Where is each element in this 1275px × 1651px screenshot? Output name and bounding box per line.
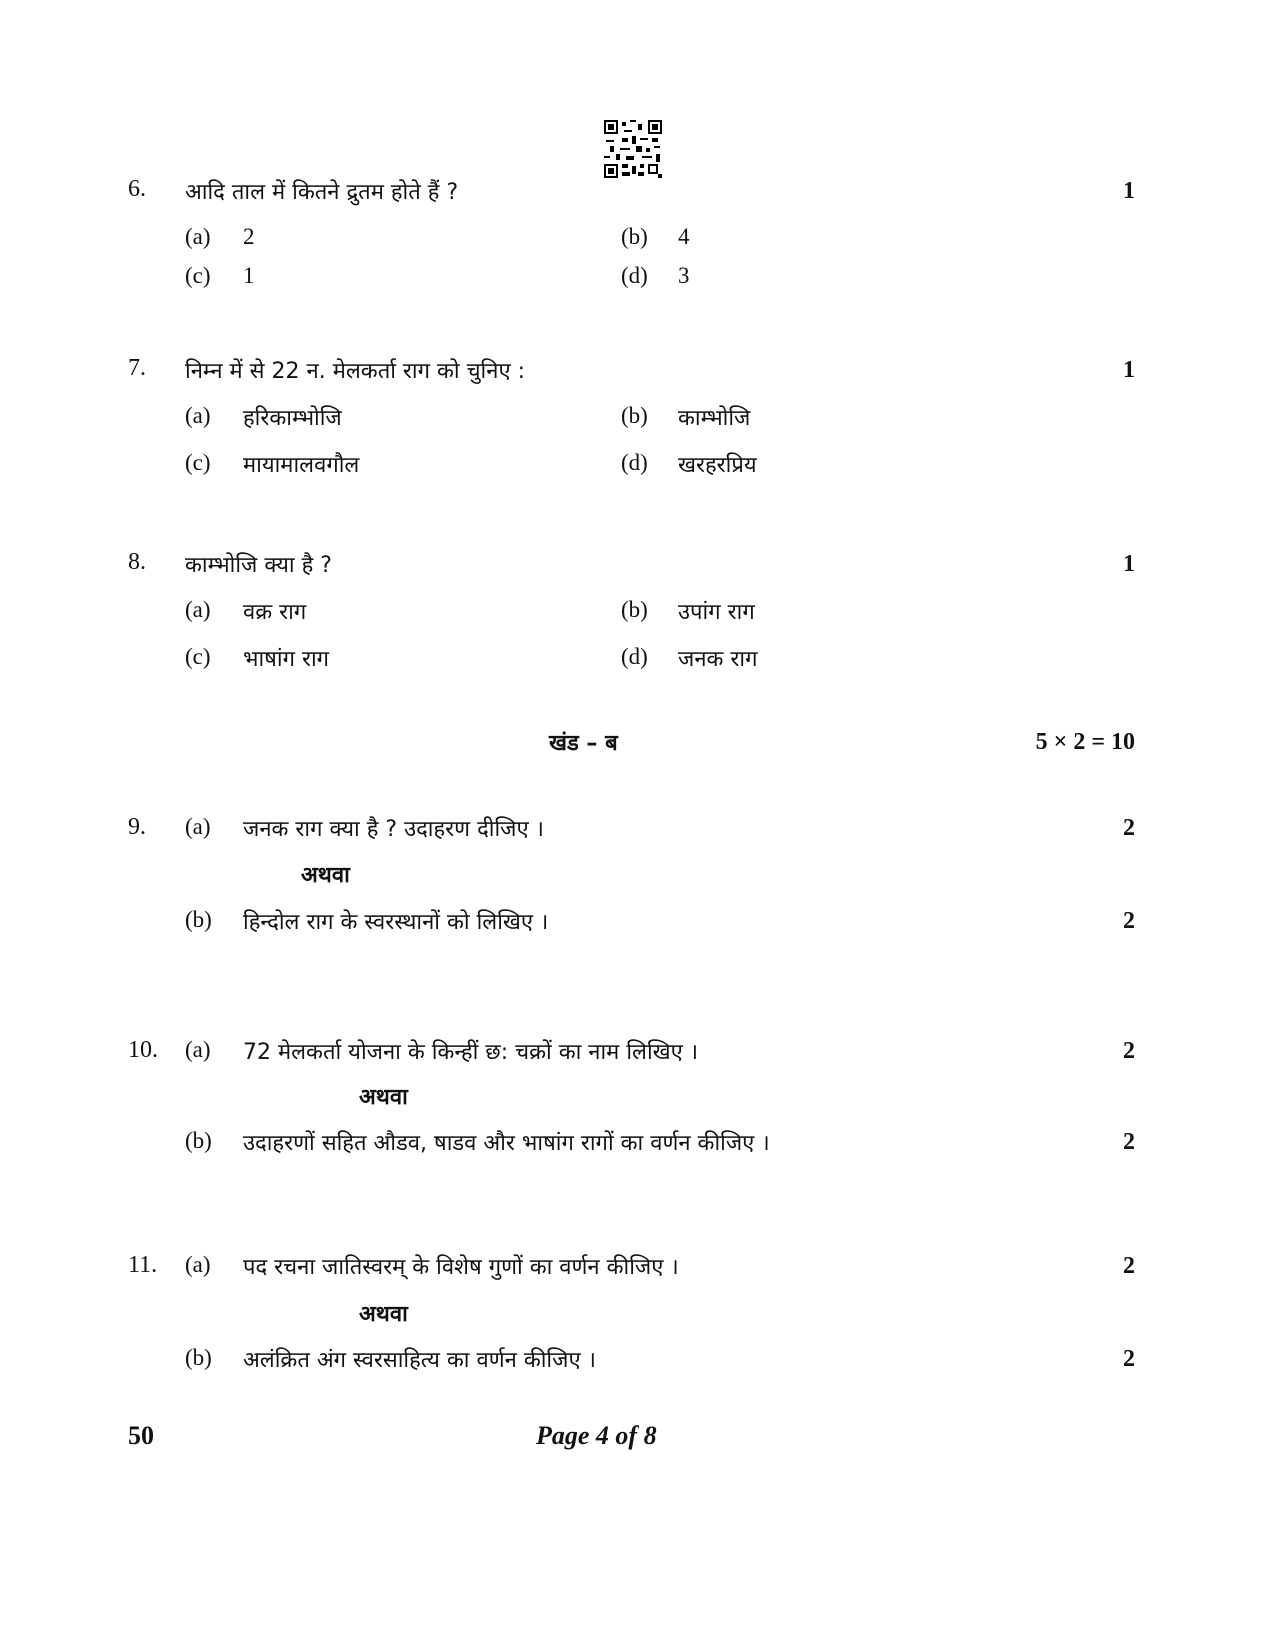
option-label: (b) bbox=[621, 403, 648, 428]
option-text: 2 bbox=[243, 224, 255, 249]
option-text: उपांग राग bbox=[678, 600, 755, 625]
or-text: अथवा bbox=[359, 1302, 408, 1327]
option-text: हरिकाम्भोजि bbox=[243, 406, 342, 431]
option-label: (c) bbox=[185, 450, 211, 475]
option-label: (a) bbox=[185, 597, 211, 622]
option-label: (b) bbox=[621, 224, 648, 249]
option-label: (a) bbox=[185, 224, 211, 249]
part-a-marks: 2 bbox=[1123, 815, 1135, 841]
part-a-label: (a) bbox=[185, 1037, 211, 1062]
part-a-text: पद रचना जातिस्वरम् के विशेष गुणों का वर्णन कीजिए । bbox=[243, 1255, 679, 1280]
option-label: (b) bbox=[621, 597, 648, 622]
question-number: 6. bbox=[128, 176, 146, 202]
section-title: खंड – ब bbox=[549, 731, 618, 756]
option-text: काम्भोजि bbox=[678, 406, 751, 431]
part-b-marks: 2 bbox=[1123, 1346, 1135, 1372]
part-b-label: (b) bbox=[185, 907, 212, 932]
part-a-marks: 2 bbox=[1123, 1253, 1135, 1279]
option-label: (c) bbox=[185, 263, 211, 288]
part-b-text: हिन्दोल राग के स्वरस्थानों को लिखिए । bbox=[243, 910, 549, 935]
part-b-label: (b) bbox=[185, 1128, 212, 1153]
part-a-marks: 2 bbox=[1123, 1038, 1135, 1064]
option-text: मायामालवगौल bbox=[243, 453, 360, 478]
question-number: 10. bbox=[128, 1037, 158, 1063]
question-marks: 1 bbox=[1123, 551, 1135, 577]
or-text: अथवा bbox=[301, 863, 350, 888]
question-marks: 1 bbox=[1123, 178, 1135, 204]
option-text: 4 bbox=[678, 224, 690, 249]
option-label: (d) bbox=[621, 263, 648, 288]
option-text: 3 bbox=[678, 263, 690, 288]
question-text: आदि ताल में कितने द्रुतम होते हैं ? bbox=[185, 180, 459, 205]
question-number: 9. bbox=[128, 814, 146, 840]
part-b-label: (b) bbox=[185, 1345, 212, 1370]
option-label: (d) bbox=[621, 644, 648, 669]
part-b-marks: 2 bbox=[1123, 1129, 1135, 1155]
option-text: खरहरप्रिय bbox=[678, 453, 757, 478]
part-a-label: (a) bbox=[185, 814, 211, 839]
question-text: निम्न में से 22 न. मेलकर्ता राग को चुनिए : bbox=[185, 359, 526, 384]
option-text: वक्र राग bbox=[243, 600, 307, 625]
qr-code bbox=[604, 120, 662, 178]
question-number: 8. bbox=[128, 549, 146, 575]
question-text: काम्भोजि क्या है ? bbox=[185, 553, 332, 578]
paper-code: 50 bbox=[128, 1421, 154, 1450]
part-b-text: अलंक्रित अंग स्वरसाहित्य का वर्णन कीजिए । bbox=[243, 1348, 596, 1373]
option-text: 1 bbox=[243, 263, 255, 288]
part-a-label: (a) bbox=[185, 1252, 211, 1277]
part-a-text: 72 मेलकर्ता योजना के किन्हीं छ: चक्रों का नाम लिखिए । bbox=[243, 1040, 699, 1065]
option-label: (c) bbox=[185, 644, 211, 669]
option-text: जनक राग bbox=[678, 647, 758, 672]
part-b-marks: 2 bbox=[1123, 908, 1135, 934]
page-number: Page 4 of 8 bbox=[536, 1421, 657, 1450]
question-number: 11. bbox=[128, 1252, 158, 1278]
option-label: (d) bbox=[621, 450, 648, 475]
section-marks: 5 × 2 = 10 bbox=[1035, 729, 1135, 755]
question-marks: 1 bbox=[1123, 357, 1135, 383]
or-text: अथवा bbox=[359, 1085, 408, 1110]
option-label: (a) bbox=[185, 403, 211, 428]
question-number: 7. bbox=[128, 355, 146, 381]
part-b-text: उदाहरणों सहित औडव, षाडव और भाषांग रागों का वर्णन कीजिए । bbox=[243, 1131, 770, 1156]
part-a-text: जनक राग क्या है ? उदाहरण दीजिए । bbox=[243, 817, 544, 842]
option-text: भाषांग राग bbox=[243, 647, 330, 672]
